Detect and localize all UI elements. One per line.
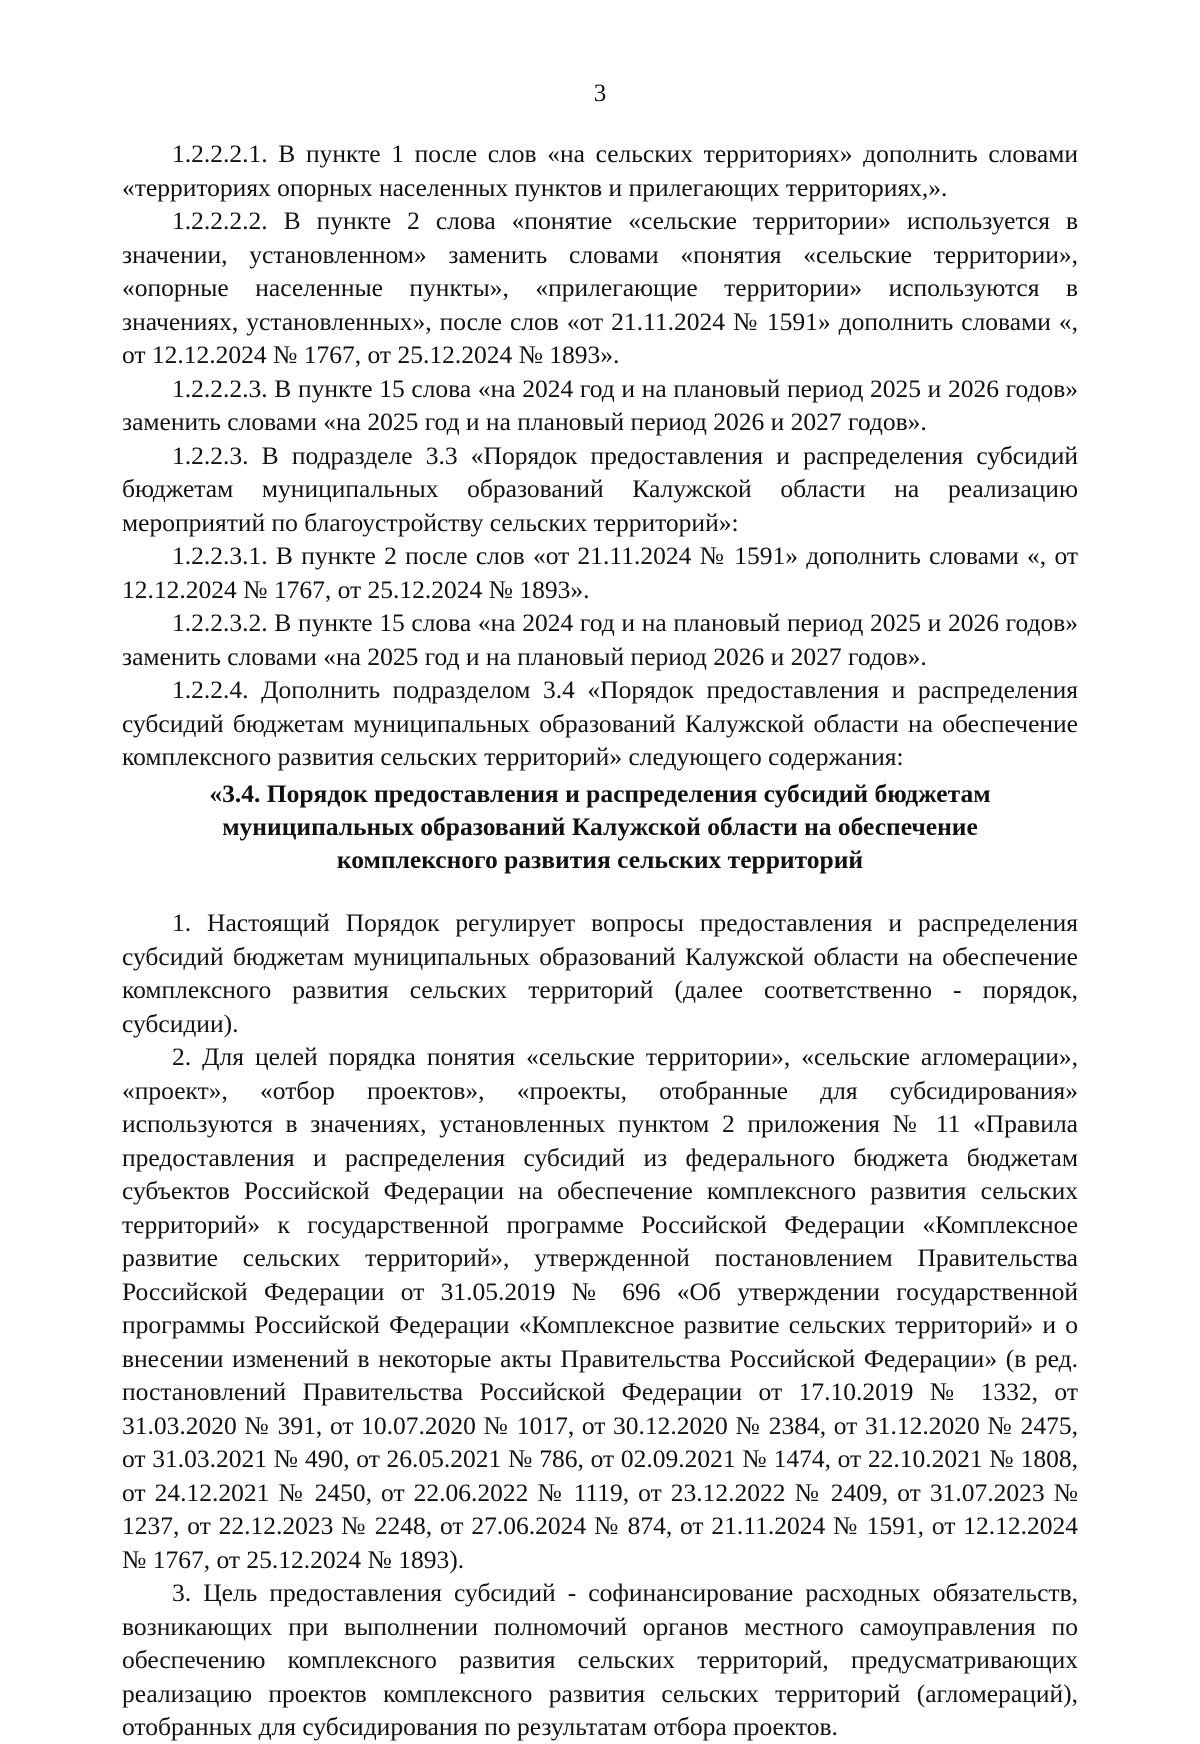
page-number: 3 [593,80,607,107]
section-heading [122,777,1078,876]
paragraph-1-2-2-3-1: 1.2.2.3.1. В пункте 2 после слов «от 21.11.2024 № 1591» дополнить словами «, от 12.12.2024 № 1767, от 25.12.2024 № 1893». [122,541,1078,604]
paragraph-1-2-2-3-2: 1.2.2.3.2. В пункте 15 слова «на 2024 год и на плановый период 2025 и 2026 годов» заменить словами «на 2025 год и на плановый период 2026 и 2027 годов». [122,608,1078,671]
heading-line-2: муниципальных образований Калужской области на обеспечение [222,812,978,841]
paragraph-1-2-2-2-3: 1.2.2.2.3. В пункте 15 слова «на 2024 год и на плановый период 2025 и 2026 годов» заменить словами «на 2025 год и на плановый период 2026 и 2027 годов». [122,373,1078,436]
amendments-section [122,137,1078,774]
heading-line-1: «3.4. Порядок предоставления и распределения субсидий бюджетам [209,779,991,808]
paragraph-1-2-2-4: 1.2.2.4. Дополнить подразделом 3.4 «Порядок предоставления и распределения субсидий бюджетам муниципальных образований Калужской области на обеспечение комплексного развития сельских территорий» следующего содержания: [122,675,1078,771]
paragraph-1-2-2-2-1: 1.2.2.2.1. В пункте 1 после слов «на сельских территориях» дополнить словами «территориях опорных населенных пунктов и прилегающих территориях,». [122,139,1078,202]
paragraph-1-2-2-3: 1.2.2.3. В подразделе 3.3 «Порядок предоставления и распределения субсидий бюджетам муниципальных образований Калужской области на реализацию мероприятий по благоустройству сельских территорий»: [122,440,1078,537]
clause-2: 2. Для целей порядка понятия «сельские территории», «сельские агломерации», «проект», «отбор проектов», «проекты, отобранные для субсидирования» используются в значениях, установленных пунктом 2 приложения № 11 «Правила предоставления и распределения субсидий из федерального бюджета бюджетам субъектов Российской Федерации на обеспечение комплексного развития сельских территорий» к государственной программе Российской Федерации «Комплексное развитие сельских территорий», утвержденной постановлением Правительства Российской Федерации от 31.05.2019 № 696 «Об утверждении государственной программы Российской Федерации «Комплексное развитие сельских территорий» и о внесении изменений в некоторые акты Правительства Российской Федерации» (в ред. постановлений Правительства Российской Федерации от 17.10.2019 № 1332, от 31.03.2020 № 391, от 10.07.2020 № 1017, от 30.12.2020 № 2384, от 31.12.2020 № 2475, от 31.03.2021 № 490, от 26.05.2021 № 786, от 02.09.2021 № 1474, от 22.10.2021 № 1808, от 24.12.2021 № 2450, от 22.06.2022 № 1119, от 23.12.2022 № 2409, от 31.07.2023 № 1237, от 22.12.2023 № 2248, от 27.06.2024 № 874, от 21.11.2024 № 1591, от 12.12.2024 № 1767, от 25.12.2024 № 1893). [122,1042,1078,1574]
paragraph-1-2-2-2-2: 1.2.2.2.2. В пункте 2 слова «понятие «сельские территории» используется в значении, установленном» заменить словами «понятия «сельские территории», «опорные населенные пункты», «прилегающие территории» используются в значениях, установленных», после слов «от 21.11.2024 № 1591» дополнить словами «, от 12.12.2024 № 1767, от 25.12.2024 № 1893». [122,206,1078,369]
heading-line-3: комплексного развития сельских территорий [336,845,864,874]
procedure-section [122,906,1078,1744]
clause-1: 1. Настоящий Порядок регулирует вопросы предоставления и распределения субсидий бюджетам муниципальных образований Калужской области на обеспечение комплексного развития сельских территорий (далее соответственно - порядок, субсидии). [122,908,1078,1038]
clause-3: 3. Цель предоставления субсидий - софинансирование расходных обязательств, возникающих при выполнении полномочий органов местного самоуправления по обеспечению комплексного развития сельских территорий, предусматривающих реализацию проектов комплексного развития сельских территорий (агломераций), отобранных для субсидирования по результатам отбора проектов. [122,1578,1078,1741]
